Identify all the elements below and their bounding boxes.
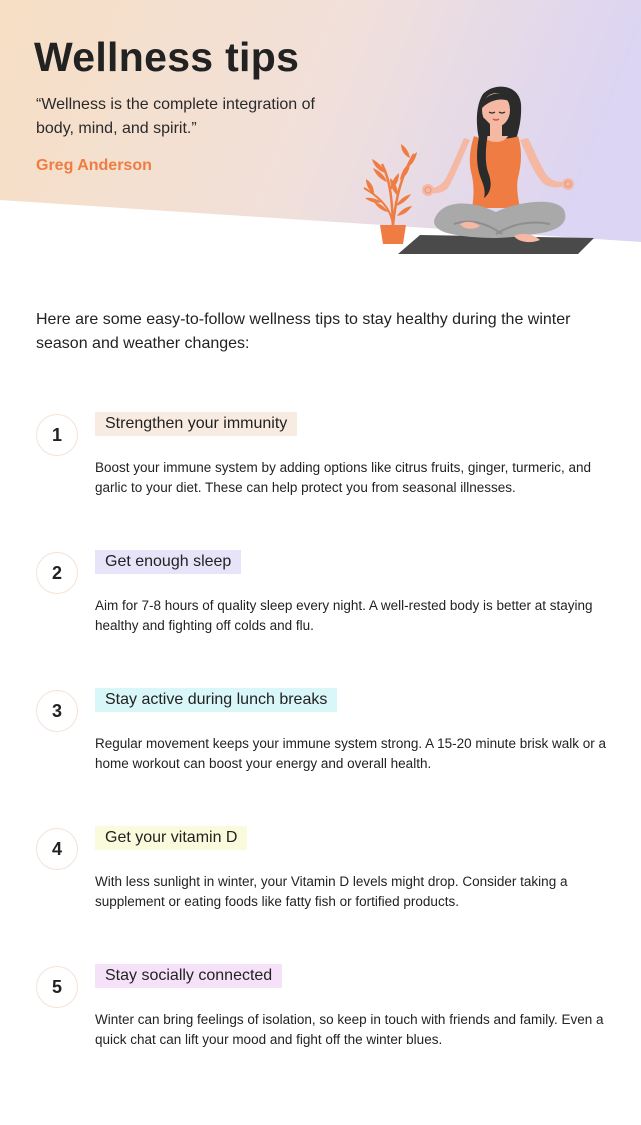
tip-heading: Stay active during lunch breaks [95,688,337,712]
tip-description: Boost your immune system by adding options like citrus fruits, ginger, turmeric, and garlic to your diet. These can help protect you from seasonal illnesses. [95,460,591,495]
tip-number-badge: 1 [36,414,78,456]
intro-text: Here are some easy-to-follow wellness tips to stay healthy during the winter season and weather changes: [36,311,571,352]
quote-author: Greg Anderson [36,157,152,174]
meditating-woman-illustration [346,78,596,258]
quote-text: “Wellness is the complete integration of body, mind, and spirit.” [36,96,315,137]
tip-heading: Strengthen your immunity [95,412,297,436]
tip-number-badge: 5 [36,966,78,1008]
tip-item-3 [36,690,606,800]
hero-header [0,0,641,260]
tip-heading: Get enough sleep [95,550,241,574]
tip-number-badge: 2 [36,552,78,594]
tip-item-5 [36,966,606,1076]
tip-heading: Get your vitamin D [95,826,247,850]
tip-number-badge: 3 [36,690,78,732]
tip-item-4 [36,828,606,938]
tip-description: Winter can bring feelings of isolation, so keep in touch with friends and family. Even a quick chat can lift your mood and fight off the winter blues. [95,1012,604,1047]
tip-item-1 [36,414,606,524]
tip-heading: Stay socially connected [95,964,282,988]
page-title: Wellness tips [34,34,300,80]
tip-number-badge: 4 [36,828,78,870]
tip-description: Regular movement keeps your immune system strong. A 15-20 minute brisk walk or a home workout can boost your energy and overall health. [95,736,606,771]
tip-item-2 [36,552,606,662]
potted-plant-icon [364,144,417,244]
tip-description: With less sunlight in winter, your Vitamin D levels might drop. Consider taking a supplement or eating foods like fatty fish or fortified products. [95,874,568,909]
tip-description: Aim for 7-8 hours of quality sleep every night. A well-rested body is better at staying healthy and fighting off colds and flu. [95,598,593,633]
